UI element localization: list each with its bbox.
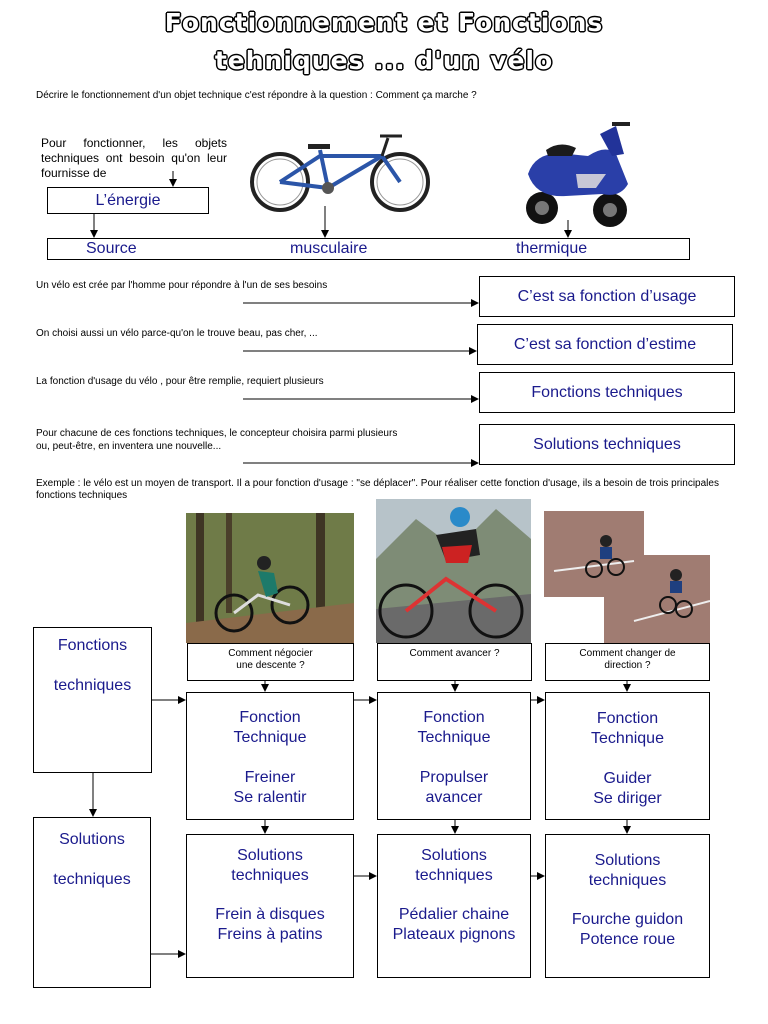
st-label-line2: techniques [53, 871, 131, 888]
row-st-text1: Pour chacune de ces fonctions techniques, le concepteur choisira parmi plusieurs [36, 428, 398, 439]
st-box-frein: Solutions techniques Frein à disques Freins à patins [186, 834, 354, 978]
musculaire-label: musculaire [290, 240, 368, 257]
source-label: Source [86, 240, 137, 257]
ft-label-line2: techniques [53, 677, 132, 694]
ft-box-guider: Fonction Technique Guider Se diriger [545, 692, 710, 820]
ft-box-propulser: Fonction Technique Propulser avancer [377, 692, 531, 820]
question-direction: Comment changer de direction ? [545, 643, 710, 681]
st-box-fourche: Solutions techniques Fourche guidon Potence roue [545, 834, 710, 978]
energy-text: Pour fonctionner, les objets techniques ont besoin qu'on leur fournisse de [41, 136, 227, 180]
energy-box: L’énergie [47, 187, 209, 214]
row-st-box: Solutions techniques [479, 424, 735, 465]
row-estime-text: On choisi aussi un vélo parce-qu'on le trouve beau, pas cher, ... [36, 328, 318, 339]
page-title-line1: Fonctionnement et Fonctions [164, 8, 604, 37]
row-usage-box: C’est sa fonction d’usage [479, 276, 735, 317]
row-ft-box: Fonctions techniques [479, 372, 735, 413]
page-title-line2: tehniques ... d'un vélo [214, 46, 554, 75]
example-text: Exemple : le vélo est un moyen de transport. Il a pour fonction d'usage : "se déplacer". Pour réaliser cette fonction d'usage, ils a besoin de trois principales fonctions techniques [36, 478, 719, 501]
question-descent: Comment négocier une descente ? [187, 643, 354, 681]
st-box-pedalier: Solutions techniques Pédalier chaine Plateaux pignons [377, 834, 531, 978]
question-avancer: Comment avancer ? [377, 643, 532, 681]
st-label-line1: Solutions [59, 831, 125, 848]
intro-text: Décrire le fonctionnement d'un objet technique c'est répondre à la question : Comment ça marche ? [36, 90, 477, 101]
ft-box-freiner: Fonction Technique Freiner Se ralentir [186, 692, 354, 820]
row-ft-text: La fonction d'usage du vélo , pour être remplie, requiert plusieurs [36, 376, 324, 387]
row-st-text2: ou, peut-être, en inventera une nouvelle... [36, 441, 222, 452]
row-estime-box: C’est sa fonction d’estime [477, 324, 733, 365]
thermique-label: thermique [516, 240, 588, 257]
ft-label-line1: Fonctions [57, 637, 128, 654]
row-usage-text: Un vélo est crée par l'homme pour répondre à l'un de ses besoins [36, 280, 328, 291]
